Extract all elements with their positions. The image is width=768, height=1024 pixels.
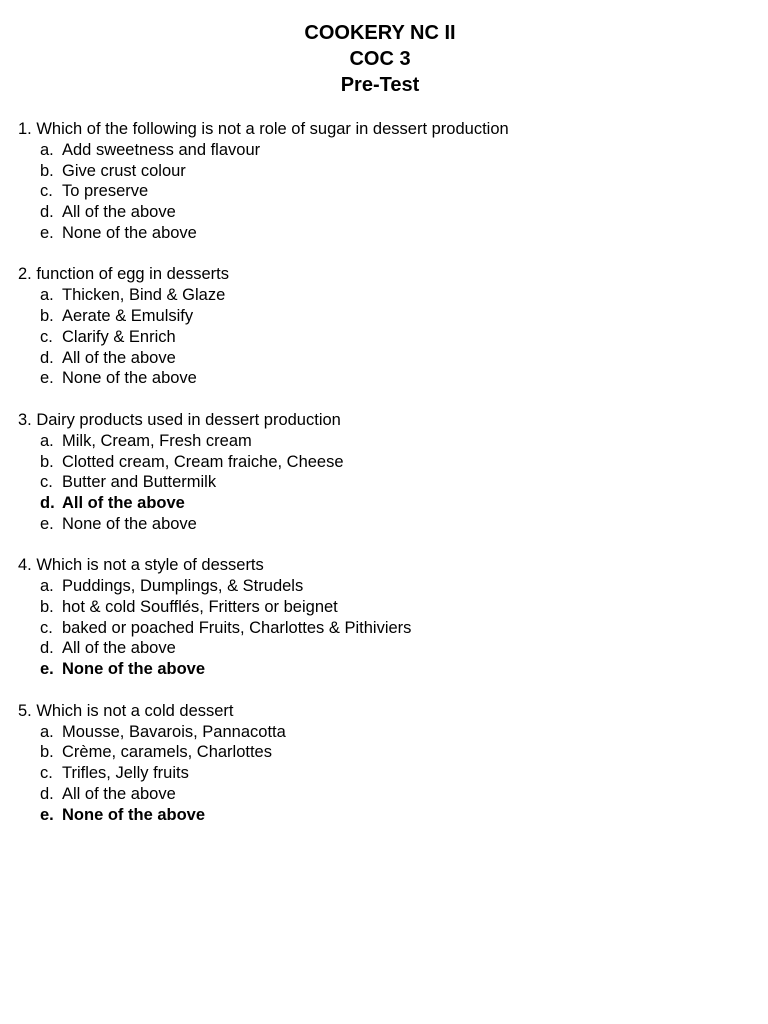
answer-option bbox=[18, 493, 758, 514]
question-block bbox=[18, 264, 758, 388]
option-text: Clarify & Enrich bbox=[62, 327, 176, 346]
option-text: None of the above bbox=[62, 369, 197, 388]
option-text: baked or poached Fruits, Charlottes & Pithiviers bbox=[62, 618, 412, 637]
answer-option bbox=[18, 742, 758, 763]
option-text: To preserve bbox=[62, 182, 149, 201]
option-letter: d. bbox=[40, 784, 54, 803]
answer-option bbox=[18, 514, 758, 535]
option-text: Give crust colour bbox=[62, 161, 186, 180]
option-text: Clotted cream, Cream fraiche, Cheese bbox=[62, 452, 344, 471]
question-text: 1. Which of the following is not a role of sugar in dessert production bbox=[18, 120, 509, 138]
option-text: Add sweetness and flavour bbox=[62, 141, 261, 159]
option-letter: a. bbox=[40, 286, 54, 305]
option-letter: c. bbox=[40, 182, 53, 201]
option-letter: b. bbox=[40, 307, 54, 326]
answer-option bbox=[18, 618, 758, 639]
option-text: Puddings, Dumplings, & Strudels bbox=[62, 577, 304, 596]
option-text: None of the above bbox=[62, 805, 206, 824]
option-letter: e. bbox=[40, 369, 54, 388]
question-text: 3. Dairy products used in dessert production bbox=[18, 410, 341, 429]
answer-option bbox=[18, 285, 758, 306]
option-letter: e. bbox=[40, 805, 54, 824]
option-letter: a. bbox=[40, 141, 54, 159]
question-block bbox=[18, 555, 758, 679]
option-text: hot & cold Soufflés, Fritters or beignet bbox=[62, 598, 338, 616]
option-text: Trifles, Jelly fruits bbox=[62, 764, 189, 783]
answer-option bbox=[18, 306, 758, 327]
answer-option bbox=[18, 368, 758, 389]
answer-option bbox=[18, 763, 758, 784]
option-text: All of the above bbox=[62, 348, 176, 367]
answer-option bbox=[18, 181, 758, 202]
answer-option bbox=[18, 161, 758, 182]
option-letter: d. bbox=[40, 348, 54, 367]
question-block bbox=[18, 119, 758, 243]
answer-option bbox=[18, 327, 758, 348]
option-text: Butter and Buttermilk bbox=[62, 473, 217, 492]
answer-option bbox=[18, 348, 758, 369]
answer-option bbox=[18, 659, 758, 680]
coc-label: COC 3 bbox=[349, 48, 411, 70]
option-text: Aerate & Emulsify bbox=[62, 307, 194, 326]
option-text: Milk, Cream, Fresh cream bbox=[62, 431, 252, 450]
question-text: 4. Which is not a style of desserts bbox=[18, 556, 264, 575]
option-letter: e. bbox=[40, 514, 54, 533]
question-text: 2. function of egg in desserts bbox=[18, 265, 229, 284]
option-letter: d. bbox=[40, 203, 54, 222]
option-text: All of the above bbox=[62, 784, 176, 803]
question-block bbox=[18, 410, 758, 534]
question-list bbox=[18, 119, 758, 846]
option-text: Thicken, Bind & Glaze bbox=[62, 286, 226, 305]
answer-option bbox=[18, 805, 758, 826]
option-letter: e. bbox=[40, 660, 54, 679]
option-letter: c. bbox=[40, 764, 53, 783]
answer-option bbox=[18, 431, 758, 452]
option-letter: d. bbox=[40, 493, 55, 512]
option-text: Crème, caramels, Charlottes bbox=[62, 743, 272, 762]
option-letter: a. bbox=[40, 722, 54, 741]
answer-option bbox=[18, 722, 758, 743]
answer-option bbox=[18, 472, 758, 493]
document-header bbox=[0, 20, 760, 98]
question-block bbox=[18, 701, 758, 825]
option-letter: b. bbox=[40, 161, 54, 180]
option-letter: b. bbox=[40, 452, 54, 471]
option-letter: e. bbox=[40, 223, 54, 242]
answer-option bbox=[18, 597, 758, 618]
option-letter: b. bbox=[40, 598, 54, 616]
option-letter: c. bbox=[40, 618, 53, 637]
option-letter: d. bbox=[40, 639, 54, 658]
option-letter: a. bbox=[40, 577, 54, 596]
test-title: Pre-Test bbox=[340, 74, 420, 96]
answer-option bbox=[18, 784, 758, 805]
option-text: None of the above bbox=[62, 660, 206, 679]
option-letter: c. bbox=[40, 473, 53, 492]
answer-option bbox=[18, 223, 758, 244]
answer-option bbox=[18, 202, 758, 223]
option-text: None of the above bbox=[62, 223, 197, 242]
question-text: 5. Which is not a cold dessert bbox=[18, 701, 234, 720]
option-letter: a. bbox=[40, 431, 54, 450]
option-text: None of the above bbox=[62, 514, 197, 533]
answer-option bbox=[18, 576, 758, 597]
option-letter: b. bbox=[40, 743, 54, 762]
answer-option bbox=[18, 452, 758, 473]
answer-option bbox=[18, 140, 758, 161]
option-text: Mousse, Bavarois, Pannacotta bbox=[62, 722, 286, 741]
answer-option bbox=[18, 638, 758, 659]
option-text: All of the above bbox=[62, 639, 176, 658]
course-title: COOKERY NC II bbox=[304, 22, 456, 44]
option-text: All of the above bbox=[62, 493, 185, 512]
option-letter: c. bbox=[40, 327, 53, 346]
option-text: All of the above bbox=[62, 203, 176, 222]
